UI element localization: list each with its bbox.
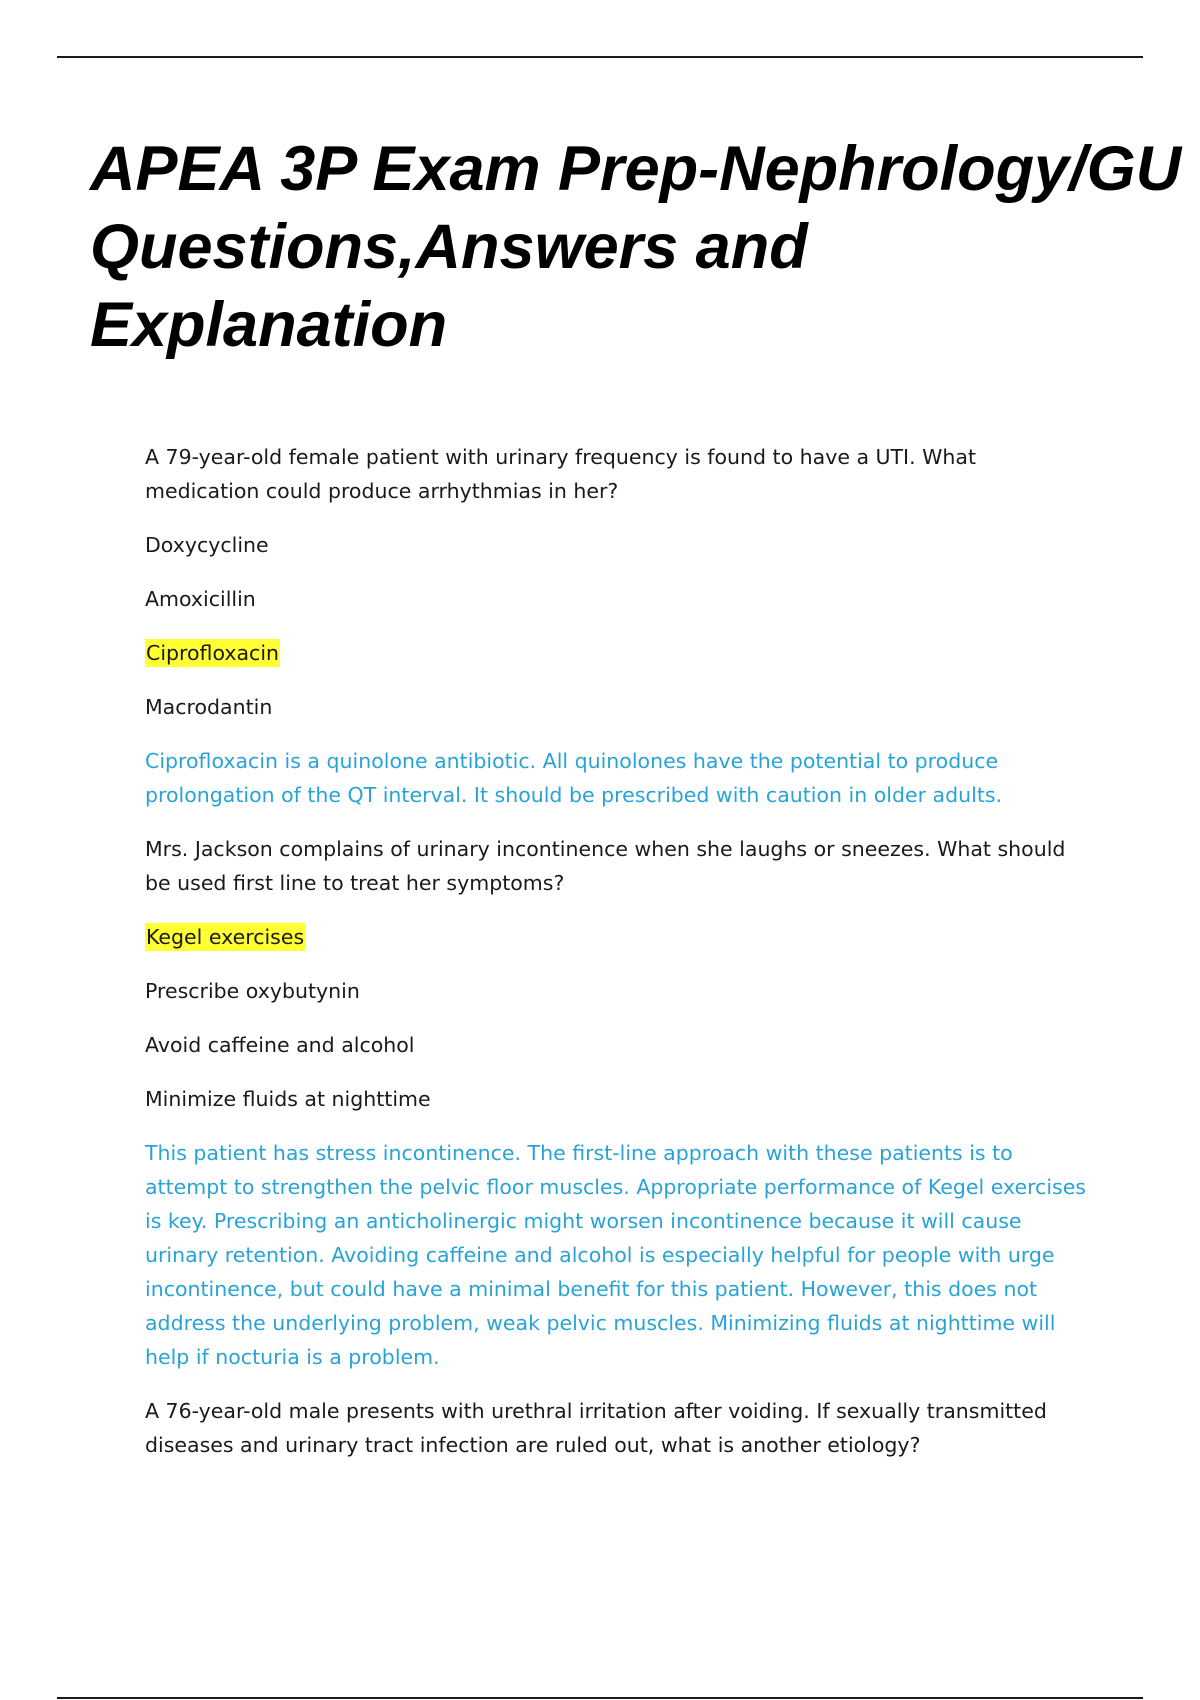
- question-1-option-4: [145, 690, 1090, 724]
- question-3-text: A 76-year-old male presents with urethral irritation after voiding. If sexually transmitted diseases and urinary tract infection are ruled out, what is another etiology?: [145, 1399, 1047, 1457]
- option-label: Doxycycline: [145, 533, 269, 557]
- option-label: Macrodantin: [145, 695, 273, 719]
- document-title: [90, 130, 1200, 364]
- question-2-option-4: [145, 1082, 1090, 1116]
- question-2-explanation: This patient has stress incontinence. The first-line approach with these patients is to attempt to strengthen the pelvic floor muscles. Appropriate performance of Kegel exercises is key. Prescribing an anticholinergic might worsen incontinence because it will cause urinary retention. Avoiding caffeine and alcohol is especially helpful for people with urge incontinence, but could have a minimal benefit for this patient. However, this does not address the underlying problem, weak pelvic muscles. Minimizing fluids at nighttime will help if nocturia is a problem.: [145, 1141, 1086, 1369]
- questions-body: [145, 440, 1090, 1482]
- question-2-option-1-answer: [145, 920, 1090, 954]
- question-1-text: A 79-year-old female patient with urinary frequency is found to have a UTI. What medication could produce arrhythmias in her?: [145, 445, 977, 503]
- question-2-text: Mrs. Jackson complains of urinary incontinence when she laughs or sneezes. What should be used first line to treat her symptoms?: [145, 837, 1066, 895]
- highlighted-answer: Kegel exercises: [146, 925, 305, 949]
- option-label: Avoid caffeine and alcohol: [145, 1033, 415, 1057]
- title-line-2: Questions,Answers and: [90, 212, 808, 282]
- question-1-option-3-answer: [145, 636, 1090, 670]
- question-1-option-1: [145, 528, 1090, 562]
- highlighted-answer: Ciprofloxacin: [146, 641, 280, 665]
- question-1-explanation: Ciprofloxacin is a quinolone antibiotic. All quinolones have the potential to produce prolongation of the QT interval. It should be prescribed with caution in older adults.: [145, 749, 1003, 807]
- option-label: Amoxicillin: [145, 587, 256, 611]
- title-line-3: Explanation: [90, 290, 448, 360]
- bottom-rule: [57, 1697, 1143, 1699]
- top-rule: [57, 56, 1143, 58]
- question-2-option-2: [145, 974, 1090, 1008]
- question-1-option-2: [145, 582, 1090, 616]
- title-line-1: APEA 3P Exam Prep-Nephrology/GU: [90, 134, 1182, 204]
- option-label: Prescribe oxybutynin: [145, 979, 360, 1003]
- question-2-option-3: [145, 1028, 1090, 1062]
- option-label: Minimize fluids at nighttime: [145, 1087, 431, 1111]
